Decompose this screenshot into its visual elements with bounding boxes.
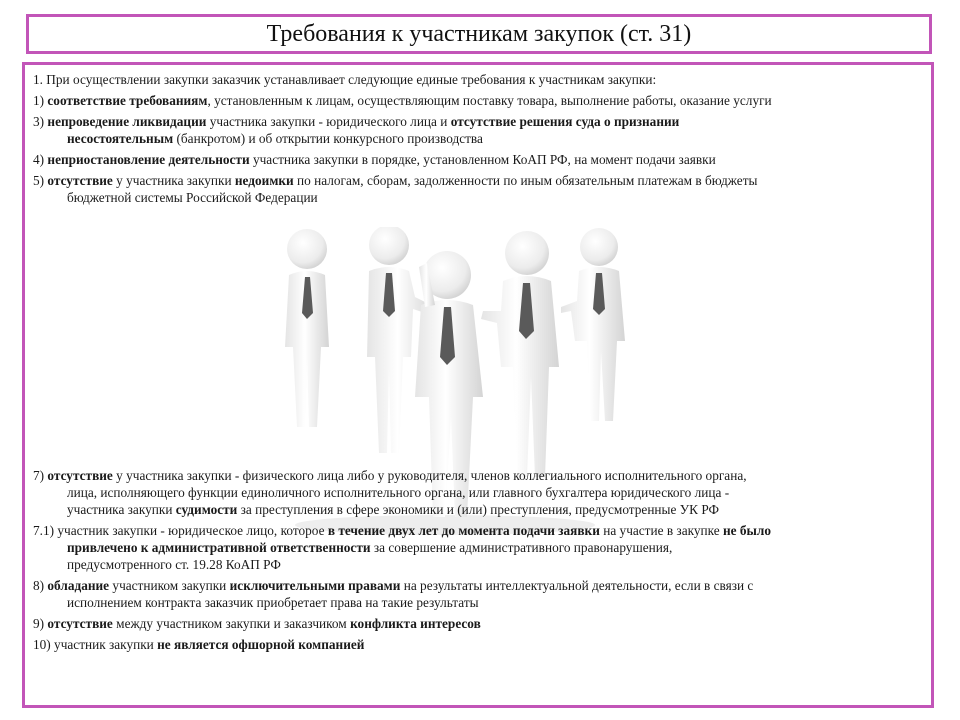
requirement-9: 9) отсутствие между участником закупки и заказчиком конфликта интересов [33,616,481,631]
requirement-7-1: 7.1) участник закупки - юридическое лицо, которое в течение двух лет до момента подачи заявки на участие в закупке не было привлечено к административной ответственности за совершение административного правонарушения, предусмотренного ст. 19.28 КоАП РФ [33,523,772,572]
content-box [22,62,934,708]
requirement-1: 1) соответствие требованиям, установленным к лицам, осуществляющим поставку товара, выполнение работы, оказание услуги [33,93,772,108]
slide-title: Требования к участникам закупок (ст. 31) [266,20,692,47]
requirement-3: 3) непроведение ликвидации участника закупки - юридического лица и отсутствие решения суда о признании несостоятельным (банкротом) и об открытии конкурсного производства [33,114,680,146]
requirement-10: 10) участник закупки не является офшорной компанией [33,637,365,652]
requirement-8: 8) обладание участником закупки исключительными правами на результаты интеллектуальной деятельности, если в связи с исполнением контракта заказчик приобретает права на такие результаты [33,578,754,610]
figure-4 [481,231,559,477]
intro-text: 1. При осуществлении закупки заказчик устанавливает следующие единые требования к участникам закупки: [33,72,657,87]
figure-5 [561,228,625,421]
requirement-7: 7) отсутствие у участника закупки - физического лица либо у руководителя, членов коллегиального исполнительного органа, лица, исполняющего функции единоличного исполнительного органа, или главного бухгалтера юридического лица - участника закупки судимости за преступления в сфере экономики и (или) преступления, предусмотренные УК РФ [33,468,747,517]
requirements-lower [33,467,921,657]
figure-1 [285,229,329,427]
requirement-5: 5) отсутствие у участника закупки недоимки по налогам, сборам, задолженности по иным обязательным платежам в бюджеты бюджетной системы Российской Федерации [33,173,758,205]
slide-title-box [26,14,932,54]
requirements-upper [33,71,921,210]
requirement-4: 4) неприостановление деятельности участника закупки в порядке, установленном КоАП РФ, на момент подачи заявки [33,152,716,167]
